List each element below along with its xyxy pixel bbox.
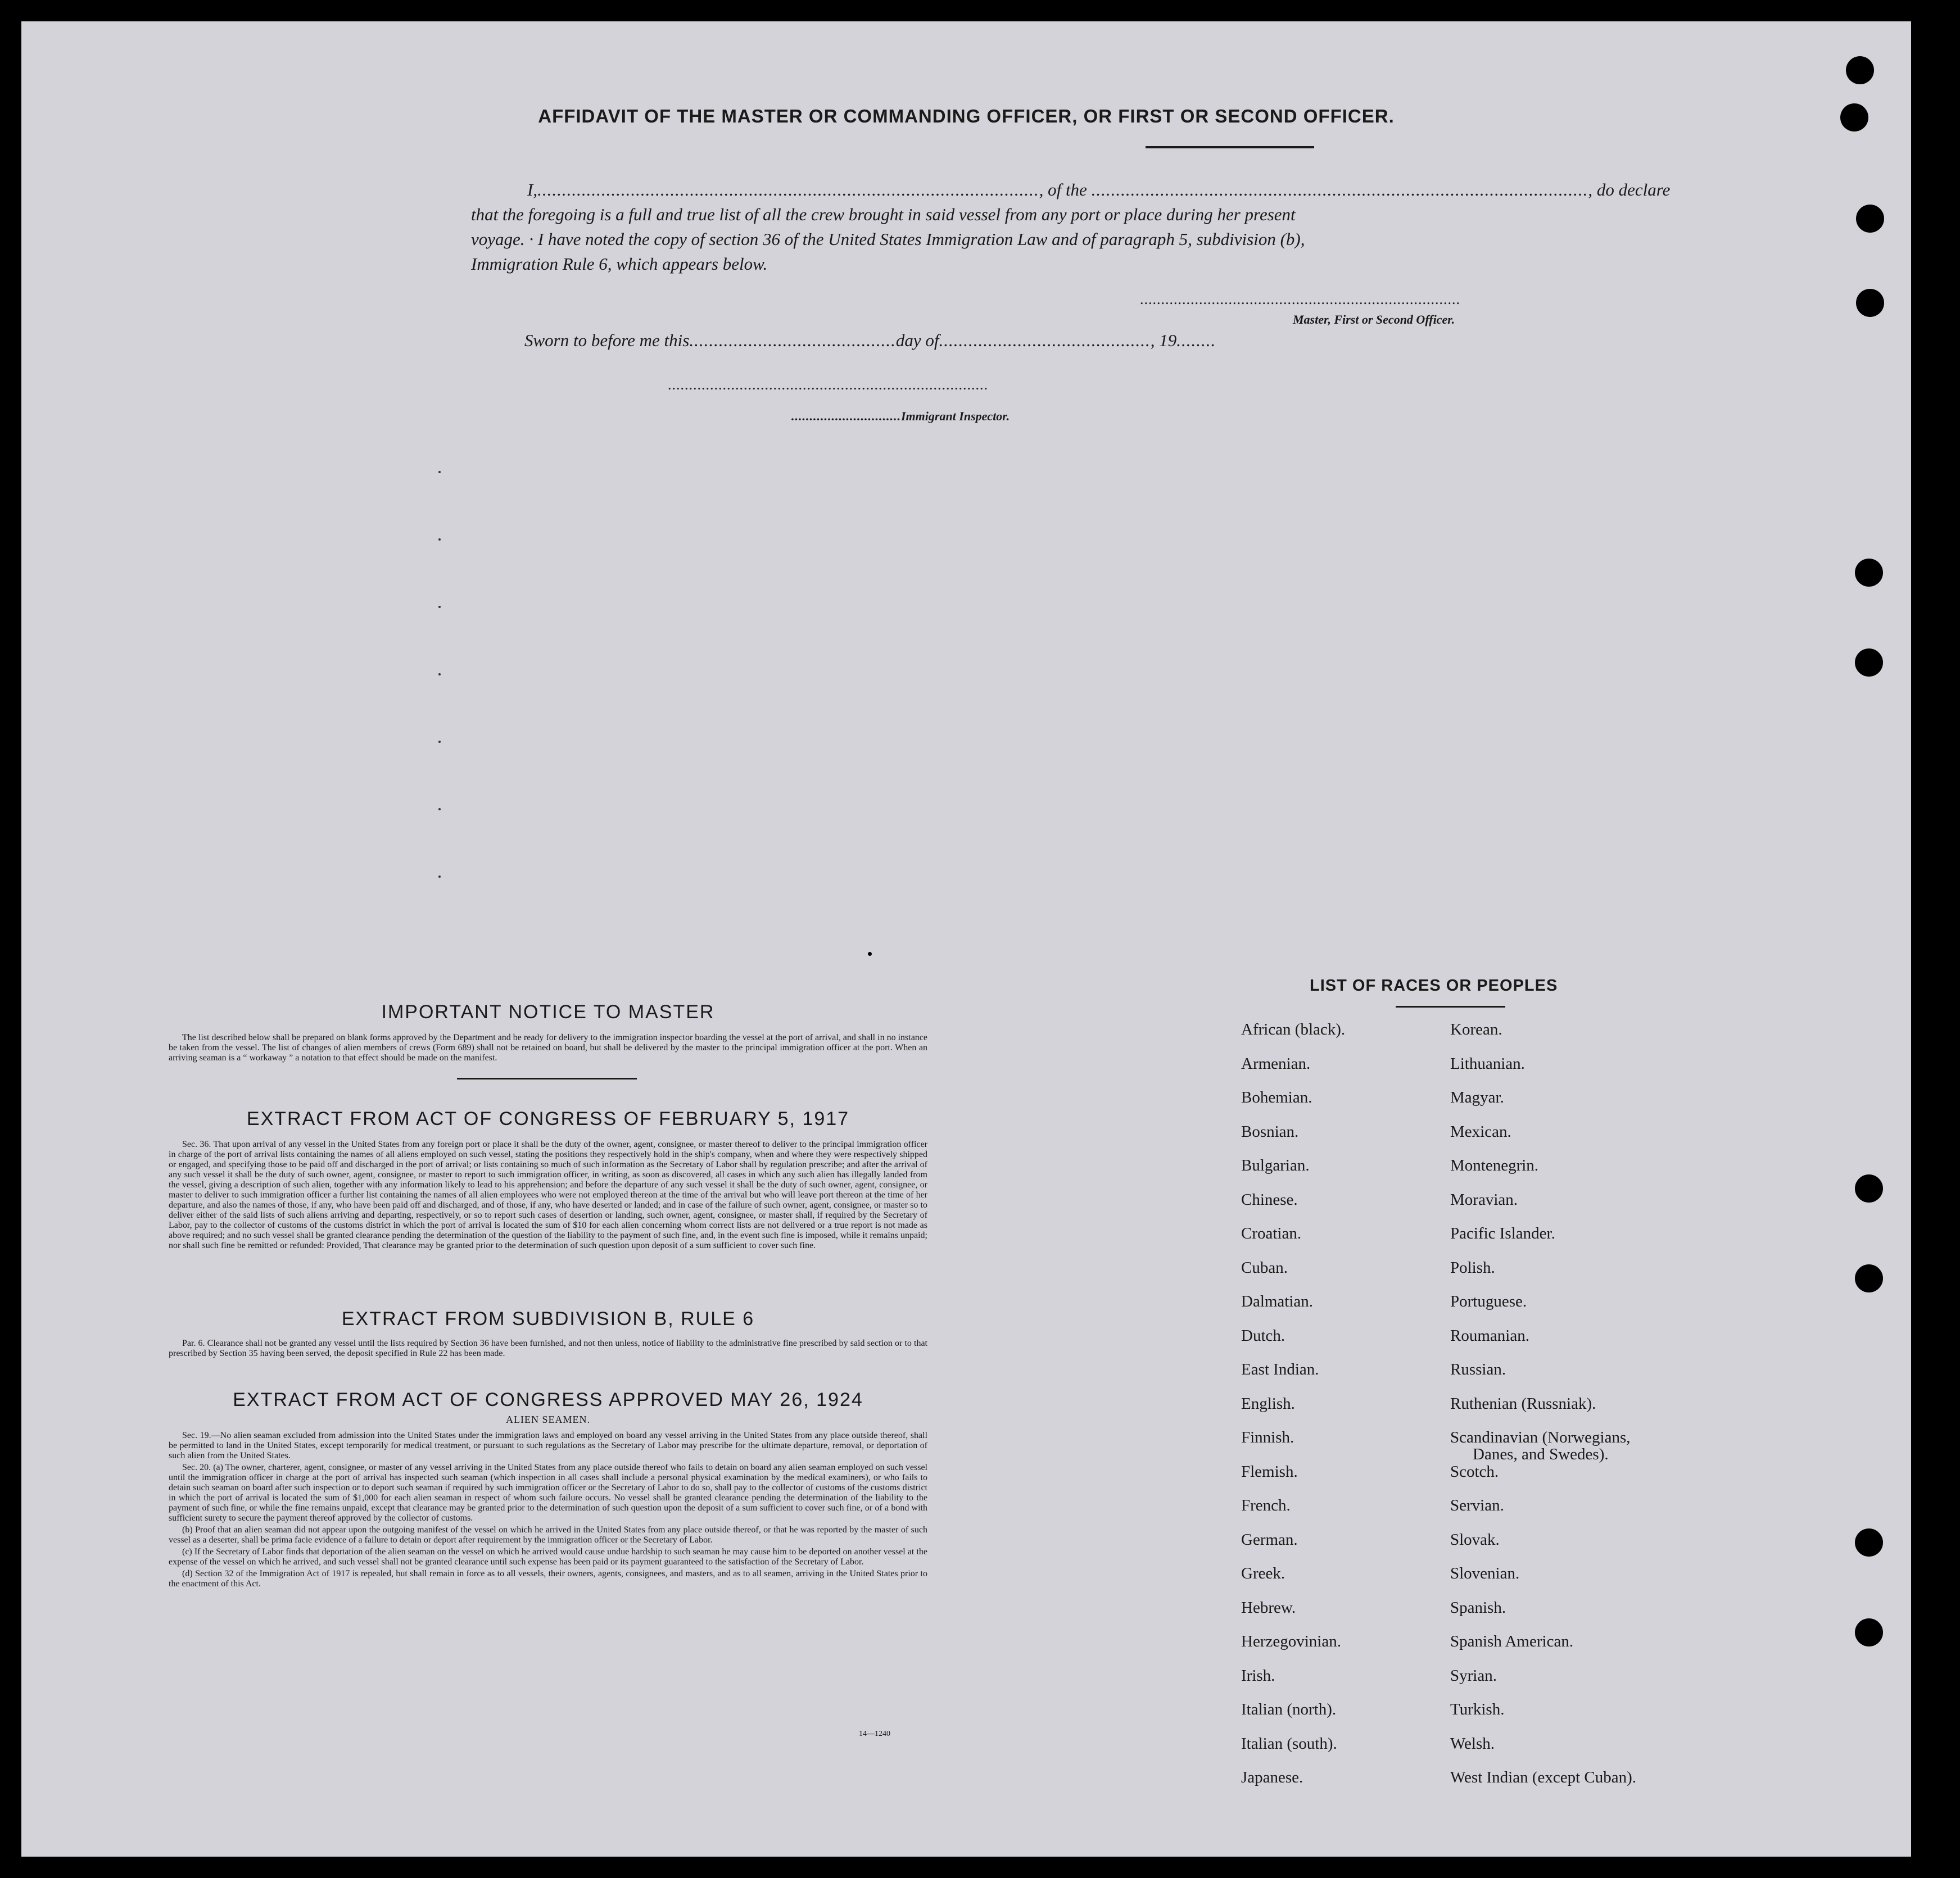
fold-dot (438, 876, 441, 878)
race-item: Hebrew. (1241, 1598, 1296, 1617)
punch-hole (1855, 559, 1883, 587)
race-item: Ruthenian (Russniak). (1450, 1394, 1596, 1413)
notice-text: The list described below shall be prepared on blank forms approved by the Department and be ready for delivery to the immigration inspector boarding the vessel at the port of arrival, and shall in no instance be taken from the vessel. The list of changes of alien members of crews (Form 689) shall not be retained on board, but shall be delivered by the master to the principal immigration officer at the port. When an arriving seaman is a “ workaway ” a notation to that effect should be made on the manifest. (169, 1033, 927, 1063)
subdivision-text: Par. 6. Clearance shall not be granted any vessel until the lists required by Section 36 have been furnished, and not then unless, notice of liability to the administrative fine prescribed by said section or to that prescribed by Section 35 having been served, the deposit specified in Rule 22 has been made. (169, 1339, 927, 1358)
sworn-year-blank[interactable]: ........ (1176, 330, 1216, 350)
punch-hole (1855, 648, 1883, 677)
race-item: Cuban. (1241, 1258, 1288, 1277)
race-item: Korean. (1450, 1020, 1502, 1038)
race-item: Bulgarian. (1241, 1156, 1310, 1174)
race-item: Flemish. (1241, 1462, 1298, 1481)
race-item: West Indian (except Cuban). (1450, 1768, 1637, 1786)
inspector-signature-blank[interactable]: ............................................................................ (668, 376, 988, 393)
races-rule (1396, 1006, 1505, 1008)
race-item: Spanish. (1450, 1598, 1506, 1617)
race-item: Dutch. (1241, 1326, 1285, 1345)
race-item: Mexican. (1450, 1122, 1511, 1141)
sec-19-paragraph: Sec. 19.—No alien seaman excluded from admission into the United States under the immigration laws and employed on board any vessel arriving in the United States from any place outside thereof, shall be permitted to land in the United States, except temporarily for medical treatment, or pursuant to such regulations as the Secretary of Labor may prescribe for the ultimate departure, removal, or deportation of such alien from the United States. (169, 1431, 927, 1460)
race-item: French. (1241, 1496, 1291, 1514)
master-signature-caption: Master, First or Second Officer. (1293, 312, 1455, 326)
declaration-line-2: that the foregoing is a full and true list of all the crew brought in said vessel from any port or place during her present (471, 205, 1296, 224)
fold-dot (438, 808, 441, 810)
race-item: Danes, and Swedes). (1473, 1445, 1609, 1463)
sworn-day-blank[interactable]: .......................................... (689, 330, 896, 350)
race-item: Bosnian. (1241, 1122, 1299, 1141)
race-item: Roumanian. (1450, 1326, 1529, 1345)
race-item: Irish. (1241, 1666, 1275, 1685)
notice-title: IMPORTANT NOTICE TO MASTER (381, 1001, 715, 1023)
race-item: English. (1241, 1394, 1295, 1413)
race-item: Moravian. (1450, 1190, 1518, 1209)
sworn-line: Sworn to before me this..........................................day of..........................................., 19........ (524, 330, 1216, 350)
extract-1917-title: EXTRACT FROM ACT OF CONGRESS OF FEBRUARY 5, 1917 (246, 1108, 850, 1129)
affidavit-title: AFFIDAVIT OF THE MASTER OR COMMANDING OFFICER, OR FIRST OR SECOND OFFICER. (538, 106, 1395, 126)
fold-dot (438, 538, 441, 541)
race-item: Slovenian. (1450, 1564, 1520, 1582)
race-item: Welsh. (1450, 1734, 1495, 1753)
fold-dot (438, 741, 441, 743)
punch-hole (1855, 1174, 1883, 1203)
extract-1924-title: EXTRACT FROM ACT OF CONGRESS APPROVED MAY 26, 1924 (233, 1389, 863, 1410)
race-item: Magyar. (1450, 1088, 1504, 1106)
race-item: Dalmatian. (1241, 1292, 1314, 1310)
race-item: German. (1241, 1530, 1298, 1549)
race-item: Servian. (1450, 1496, 1504, 1514)
vessel-blank[interactable]: ..................................................................................................... (1091, 180, 1588, 199)
declaration-line-4: Immigration Rule 6, which appears below. (471, 254, 768, 274)
punch-hole (1846, 56, 1874, 84)
race-item: Italian (south). (1241, 1734, 1337, 1753)
race-item: Japanese. (1241, 1768, 1303, 1786)
race-item: Polish. (1450, 1258, 1495, 1277)
punch-hole (1855, 1264, 1883, 1292)
race-item: Chinese. (1241, 1190, 1298, 1209)
fold-dot (438, 606, 441, 608)
punch-hole (1855, 1528, 1883, 1557)
race-item: Armenian. (1241, 1054, 1311, 1073)
sec-20d-paragraph: (d) Section 32 of the Immigration Act of 1917 is repealed, but shall remain in force as to all vessels, their owners, agents, consignees, and masters, and as to all seamen, arriving in the United States prior to the enactment of this Act. (169, 1569, 927, 1589)
race-item: Spanish American. (1450, 1632, 1574, 1650)
race-item: Russian. (1450, 1360, 1506, 1378)
race-item: Turkish. (1450, 1700, 1505, 1718)
name-blank[interactable]: ...................................................................................................... (537, 180, 1039, 199)
fold-dot (438, 471, 441, 473)
ink-speck (868, 952, 872, 956)
form-number: 14—1240 (859, 1730, 890, 1738)
race-item: Italian (north). (1241, 1700, 1337, 1718)
race-item: Pacific Islander. (1450, 1224, 1555, 1242)
form-sheet (21, 21, 1911, 1857)
fold-dot (438, 673, 441, 675)
sec-20c-paragraph: (c) If the Secretary of Labor finds that deportation of the alien seaman on the vessel on which he arrived would cause undue hardship to such seaman he may cause him to be deported on another vessel at the expense of the vessel on which he arrived, and such vessel shall not be granted clearance until such expense has been paid or its payment guaranteed to the satisfaction of the Secretary of Labor. (169, 1547, 927, 1567)
race-item: Bohemian. (1241, 1088, 1312, 1106)
race-item: Lithuanian. (1450, 1054, 1525, 1073)
race-item: Slovak. (1450, 1530, 1500, 1549)
races-title: LIST OF RACES OR PEOPLES (1310, 977, 1558, 995)
extract-1917-text: Sec. 36. That upon arrival of any vessel in the United States from any foreign port or place it shall be the duty of the owner, agent, consignee, or master thereof to deliver to the principal immigration officer in charge of the port of arrival lists containing the names of all aliens employed on such vessel, stating the positions they respectively hold in the ship's company, when and where they were respectively shipped or engaged, and specifying those to be paid off and discharged in the port of arrival; or lists containing so much of such information as the Secretary of Labor shall by regulation prescribe; and after the arrival of any such vessel it shall be the duty of such owner, agent, consignee, or master to report to such immigration officer, in writing, as soon as discovered, all cases in which any such alien has illegally landed from the vessel, giving a description of such alien, together with any information likely to lead to his apprehension; and before the departure of any such vessel it shall be the duty of such owner, agent, consignee, or master to deliver to such immigration officer a further list containing the names of all alien employees who were not employed thereon at the time of the arrival but who will leave port thereon at the time of her departure, and also the names of those, if any, who have been paid off and discharged, and of those, if any, who have deserted or landed; and in case of the failure of such owner, agent, consignee, or master so to deliver either of the said lists of such aliens arriving and departing, respectively, or so to report such cases of desertion or landing, such owner, agent, consignee, or master shall, if required by the Secretary of Labor, pay to the collector of customs of the customs district in which the port of arrival is located the sum of $10 for each alien concerning whom correct lists are not delivered or a true report is not made as above required; and no such vessel shall be granted clearance pending the determination of the question of the liability to the payment of such fine, and, in the event such fine is imposed, while it remains unpaid; nor shall such fine be remitted or refunded: Provided, That clearance may be granted prior to the determination of such question upon deposit of a sum sufficient to cover such fine. (169, 1140, 927, 1250)
punch-hole (1856, 205, 1884, 233)
extract-1924-subtitle: ALIEN SEAMEN. (506, 1414, 590, 1425)
race-item: African (black). (1241, 1020, 1346, 1038)
punch-hole (1855, 1618, 1883, 1646)
inspector-signature-caption: ..............................Immigrant Inspector. (791, 409, 1010, 423)
subdivision-title: EXTRACT FROM SUBDIVISION B, RULE 6 (341, 1308, 755, 1330)
race-item: Montenegrin. (1450, 1156, 1539, 1174)
sworn-month-blank[interactable]: ........................................... (939, 330, 1151, 350)
race-item: Scandinavian (Norwegians, (1450, 1428, 1631, 1446)
race-item: Greek. (1241, 1564, 1285, 1582)
title-underline (1146, 146, 1314, 148)
notice-rule (457, 1078, 637, 1079)
race-item: Croatian. (1241, 1224, 1302, 1242)
master-signature-blank[interactable]: ............................................................................ (1140, 291, 1460, 307)
punch-hole (1856, 289, 1884, 317)
race-item: East Indian. (1241, 1360, 1319, 1378)
sec-20b-paragraph: (b) Proof that an alien seaman did not appear upon the outgoing manifest of the vessel on which he arrived in the United States from any place outside thereof, or that he was reported by the master of such vessel as a deserter, shall be prima facie evidence of a failure to detain or deport after requirement by the immigration officer or the Secretary of Labor. (169, 1525, 927, 1545)
race-item: Herzegovinian. (1241, 1632, 1341, 1650)
declaration-line-3: voyage. · I have noted the copy of section 36 of the United States Immigration Law and of paragraph 5, subdivision (b), (471, 229, 1305, 249)
race-item: Portuguese. (1450, 1292, 1527, 1310)
punch-hole (1840, 103, 1868, 131)
race-item: Finnish. (1241, 1428, 1294, 1446)
sec-20a-paragraph: Sec. 20. (a) The owner, charterer, agent, consignee, or master of any vessel arriving in the United States from any place outside thereof who fails to detain on board any alien seaman employed on such vessel until the immigration officer in charge at the port of arrival has inspected such seaman (which inspection in all cases shall include a personal physical examination by the medical examiners), or who fails to detain such seaman on board after such inspection or to deport such seaman if required by such immigration officer or the Secretary of Labor to do so, shall pay to the collector of customs of the customs district in which the port of arrival is located the sum of $1,000 for each alien seaman in respect of whom such failure occurs. No vessel shall be granted clearance pending the determination of the liability to the payment of such fine, or while the fine remains unpaid, except that clearance may be granted prior to the determination of such question upon the deposit of a sum sufficient to cover such fine, or of a bond with sufficient surety to secure the payment thereof approved by the collector of customs. (169, 1463, 927, 1523)
race-item: Syrian. (1450, 1666, 1497, 1685)
race-item: Scotch. (1450, 1462, 1499, 1481)
declaration-line-1: I,......................................................................................................, of the ....................................................................................................., do declare (527, 180, 1671, 199)
extract-1924-text (169, 1431, 927, 1591)
